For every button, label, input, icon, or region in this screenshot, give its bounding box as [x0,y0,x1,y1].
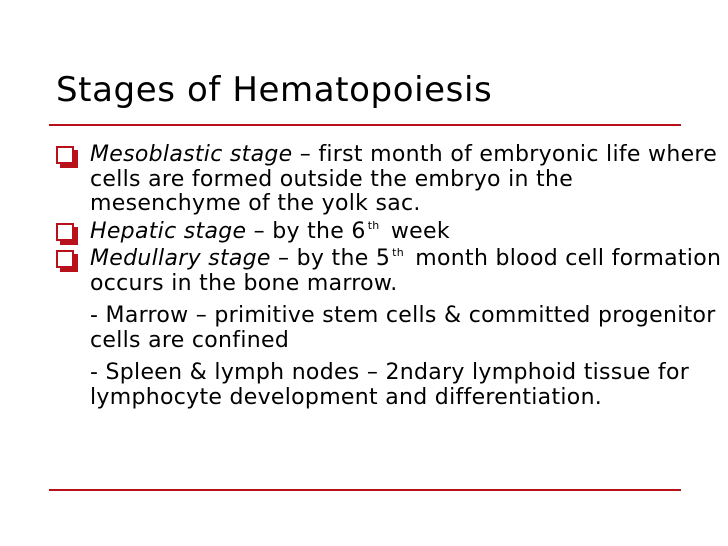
stage-term: Hepatic stage [90,218,247,244]
title-divider [49,124,681,126]
ordinal-superscript: th [392,246,405,259]
footer-divider [49,489,681,491]
stage-description: – first month of embryonic life where cells are formed outside the embryo in the mesenchyme of the yolk sac. [90,142,718,216]
slide-title: Stages of Hematopoiesis [56,70,493,110]
square-bullet-icon [56,223,74,241]
bullet-item-mesoblastic [0,143,728,217]
stage-description: – by the 5 [270,246,391,271]
stage-description: – by the 6 [246,218,366,244]
stage-description-end: month blood cell formation occurs in the bone marrow. [90,246,722,296]
bullet-item-medullary [0,247,728,410]
stage-term: Mesoblastic stage [90,142,293,167]
stage-term: Medullary stage [90,246,271,271]
bullet-list [0,143,728,413]
stage-description-end: week [383,218,450,244]
sub-paragraph-spleen: - Spleen & lymph nodes – 2ndary lymphoid tissue for lymphocyte development and differentiation. [90,360,690,410]
square-bullet-icon [56,146,74,164]
sub-paragraph-marrow: - Marrow – primitive stem cells & committed progenitor cells are confined [90,303,716,353]
bullet-item-hepatic [0,220,728,245]
square-bullet-icon [56,250,74,268]
ordinal-superscript: th [367,218,380,232]
